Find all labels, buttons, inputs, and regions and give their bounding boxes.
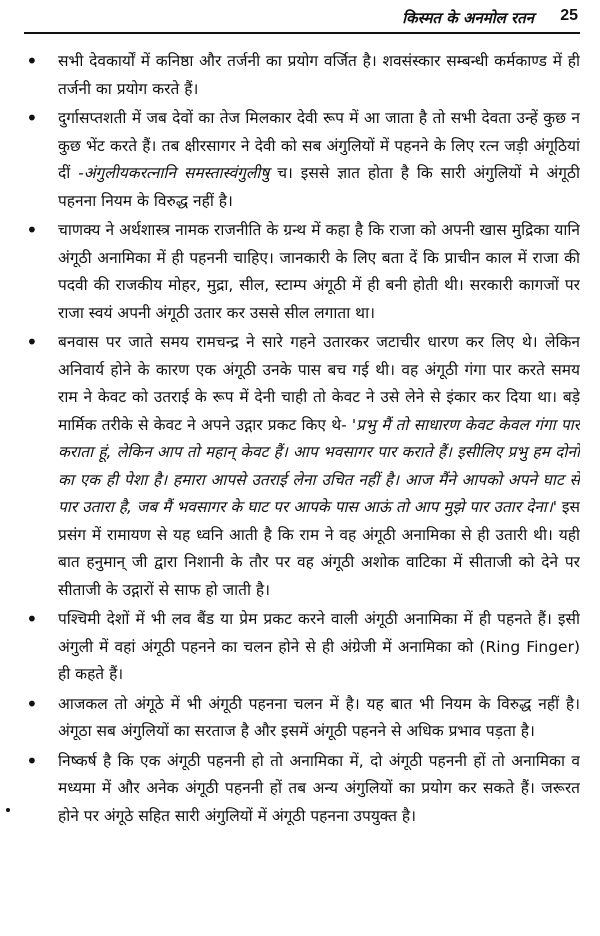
list-item — [26, 105, 580, 215]
list-item — [26, 48, 580, 103]
page-body — [26, 48, 580, 930]
page-number: 25 — [560, 7, 578, 24]
bullet-dot-icon: • — [26, 691, 38, 716]
item-text: दुर्गासप्तशती में जब देवों का तेज मिलकार देवी रूप में आ जाता है तो सभी देवता उन्हें कुछ न कुछ भेंट करते हैं। तब क्षीरसागर ने देवी को सब अंगुलियों में पहनने के लिए रत्न जड़ी अंगूठियां दीं — [58, 109, 580, 182]
page-header — [24, 6, 580, 34]
item-text: चाणक्य ने अर्थशास्त्र नामक राजनीति के ग्रन्थ में कहा है कि राजा को अपनी खास मुद्रिका यानि अंगूठी अनामिका में ही पहननी चाहिए। जानकारी के लिए बता दें कि प्राचीन काल में राजा की पदवी की राजकीय मोहर, मुद्रा, सील, स्टाम्प अंगूठी में ही बनी होती थी। सरकारी कागजों पर राजा स्वयं अपनी अंगूठी उतार कर उससे सील लगाता था। — [58, 221, 580, 322]
bullet-dot-icon: • — [26, 49, 38, 73]
item-text: इस प्रसंग में रामायण से यह ध्वनि आती है कि राम ने वह अंगूठी अनामिका से ही उतारी थी। यही बात हनुमान् जी द्वारा निशानी के तौर पर वह अंगूठी अशोक वाटिका में सीताजी को देने पर सीताजी के उद्गारों से साफ हो जाती है। — [58, 498, 580, 599]
bullet-dot-icon: • — [26, 218, 38, 242]
sanskrit-quote: -अंगुलीयकरत्नानि समस्तास्वंगुलीषु — [78, 164, 270, 182]
kevat-quote: 'प्रभु मैं तो साधारण केवट केवल गंगा पार कराता हूं, लेकिन आप तो महान् केवट हैं। आप भवसागर पार कराते हैं। इसीलिए प्रभु हम दोनों का एक ही पेशा है। हमारा आपसे उतराई लेना उचित नहीं है। आज मैंने आपको अपने घाट से पार उतारा है, जब मैं भवसागर के घाट पर आपके पास आऊं तो आप मुझे पार उतार देना।' — [58, 415, 580, 516]
list-item — [26, 748, 580, 831]
item-text: च। इससे ज्ञात होता है कि सारी अंगुलियों मे अंगूठी पहनना नियम के विरुद्ध नहीं है। — [58, 164, 580, 210]
item-text: सभी देवकार्यों में कनिष्ठा और तर्जनी का प्रयोग वर्जित है। शवसंस्कार सम्बन्धी कर्मकाण्ड में ही तर्जनी का प्रयोग करते हैं। — [58, 52, 580, 98]
stray-mark — [6, 808, 10, 812]
item-text: आजकल तो अंगूठे में भी अंगूठी पहनना चलन में है। यह बात भी नियम के विरुद्ध नहीं है। अंगूठा सब अंगुलियों का सरताज है और इसमें अंगूठी पहनने से अधिक प्रभाव पड़ता है। — [58, 694, 580, 740]
bullet-dot-icon: • — [26, 607, 38, 631]
item-text: बनवास पर जाते समय रामचन्द्र ने सारे गहने उतारकर जटाचीर धारण कर लिए थे। लेकिन अनिवार्य होने के कारण एक अंगूठी उनके पास बच गई थी। वह अंगूठी गंगा पार करते समय राम ने केवट को उतराई के रूप में देनी चाही तो केवट ने उसे लेने से इंकार कर दिया था। बड़े मार्मिक तरीके से केवट ने अपने उद्गार प्रकट किए थे- — [58, 333, 580, 434]
running-title: किस्मत के अनमोल रतन — [402, 9, 534, 27]
list-item — [26, 606, 580, 689]
list-item — [26, 329, 580, 604]
bullet-dot-icon: • — [26, 330, 38, 354]
bullet-dot-icon: • — [26, 748, 38, 773]
bullet-dot-icon: • — [26, 106, 38, 130]
item-text: निष्कर्ष है कि एक अंगूठी पहननी हो तो अनामिका में, दो अंगूठी पहननी हों तो अनामिका व मध्यमा में और अनेक अंगूठी पहननी हों तब अन्य अंगुलियों का प्रयोग कर सकते हैं। जरूरत होने पर अंगूठे सहित सारी अंगुलियों में अंगूठी पहनना उपयुक्त है। — [58, 751, 580, 825]
list-item — [26, 691, 580, 746]
list-item — [26, 217, 580, 327]
item-text: पश्चिमी देशों में भी लव बैंड या प्रेम प्रकट करने वाली अंगूठी अनामिका में ही पहनते हैं। इसी अंगुली में वहां अंगूठी पहनने का चलन होने से ही अंग्रेजी में अनामिका को (Ring Finger) ही कहते हैं। — [58, 610, 580, 683]
